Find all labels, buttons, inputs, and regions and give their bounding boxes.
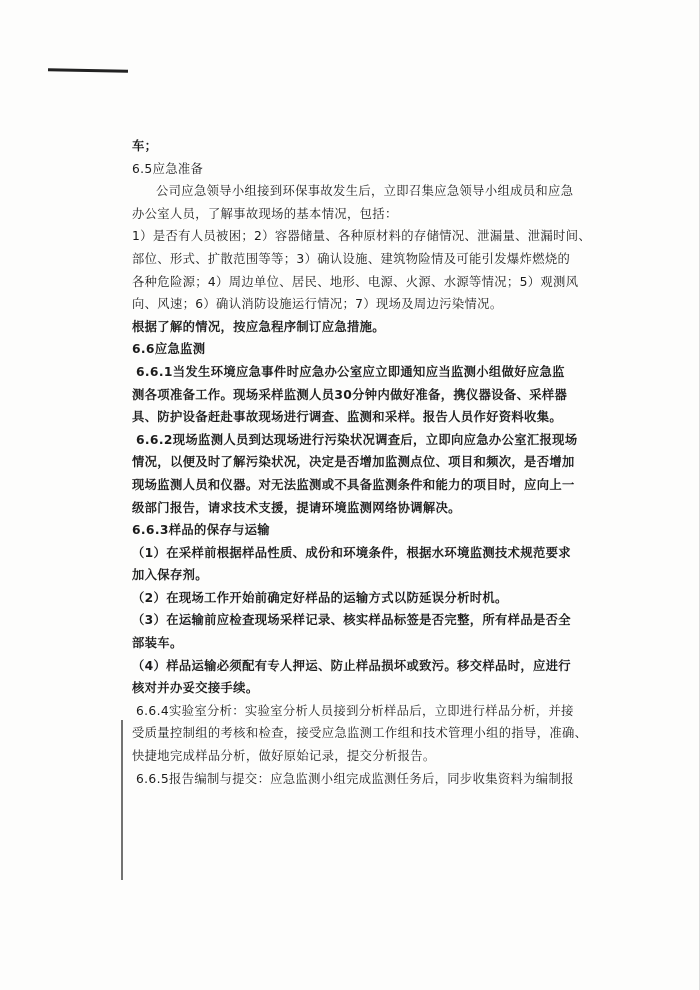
text-line: 办公室人员，了解事故现场的基本情况，包括： — [132, 206, 398, 221]
text-line: 6.6.2现场监测人员到达现场进行污染状况调查后，立即向应急办公室汇报现场 — [136, 432, 578, 447]
text-line: （1）在采样前根据样品性质、成份和环境条件，根据水环境监测技术规范要求 — [132, 545, 571, 560]
text-line: 6.6.1当发生环境应急事件时应急办公室应立即通知应当监测小组做好应急监 — [136, 364, 565, 379]
text-line: 6.6.4实验室分析：实验室分析人员接到分析样品后，立即进行样品分析，并接 — [136, 703, 574, 718]
text-line: 部位、形式、扩散范围等等；3）确认设施、建筑物险情及可能引发爆炸燃烧的 — [132, 251, 571, 266]
text-line: 向、风速；6）确认消防设施运行情况；7）现场及周边污染情况。 — [132, 297, 503, 312]
text-line: 各种危险源；4）周边单位、居民、地形、电源、火源、水源等情况；5）观测风 — [132, 274, 579, 289]
text-line: 具、防护设备赶赴事故现场进行调查、监测和采样。报告人员作好资料收集。 — [132, 410, 562, 425]
scan-mark-top — [48, 68, 128, 72]
text-line: 情况，以便及时了解污染状况，决定是否增加监测点位、项目和频次，是否增加 — [132, 455, 575, 470]
text-line: 核对并办妥交接手续。 — [132, 681, 259, 696]
text-line: 6.6.3样品的保存与运输 — [132, 523, 270, 538]
document-body — [132, 135, 591, 790]
text-line: （2）在现场工作开始前确定好样品的运输方式以防延误分析时机。 — [132, 590, 508, 605]
text-line: 6.5应急准备 — [132, 161, 204, 176]
text-line: 车； — [132, 139, 158, 153]
text-line: 6.6.5报告编制与提交：应急监测小组完成监测任务后，同步收集资料为编制报 — [136, 771, 574, 786]
text-line: 测各项准备工作。现场采样监测人员30分钟内做好准备，携仪器设备、采样器 — [132, 387, 568, 402]
text-line: 6.6应急监测 — [132, 342, 206, 357]
scan-margin-line — [121, 720, 123, 880]
text-line: （4）样品运输必须配有专人押运、防止样品损坏或致污。移交样品时，应进行 — [132, 658, 571, 673]
text-line: （3）在运输前应检查现场采样记录、核实样品标签是否完整，所有样品是否全 — [132, 613, 571, 628]
text-line: 现场监测人员和仪器。对无法监测或不具备监测条件和能力的项目时，应向上一 — [132, 477, 575, 492]
text-line: 受质量控制组的考核和检查，接受应急监测工作组和技术管理小组的指导，准确、 — [132, 726, 588, 741]
text-line: 部装车。 — [132, 636, 183, 651]
text-line: 加入保存剂。 — [132, 568, 208, 583]
text-line: 快捷地完成样品分析，做好原始记录，提交分析报告。 — [132, 749, 436, 764]
text-line: 公司应急领导小组接到环保事故发生后，立即召集应急领导小组成员和应急 — [156, 184, 574, 199]
text-line: 1）是否有人员被困；2）容器储量、各种原材料的存储情况、泄漏量、泄漏时间、 — [132, 229, 591, 244]
text-line: 根据了解的情况，按应急程序制订应急措施。 — [132, 319, 385, 334]
text-line: 级部门报告，请求技术支援，提请环境监测网络协调解决。 — [132, 500, 461, 515]
